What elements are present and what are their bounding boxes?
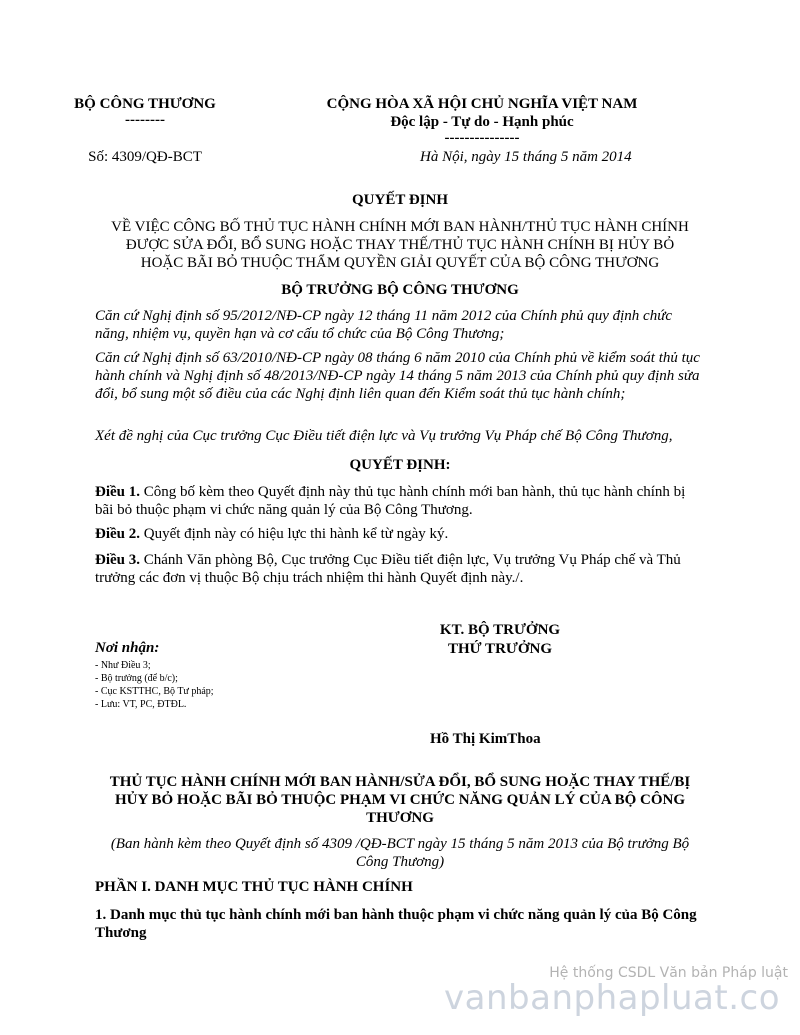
section-heading: 1. Danh mục thủ tục hành chính mới ban hành thuộc phạm vi chức năng quản lý của Bộ Công Thương	[95, 907, 697, 941]
appendix-title-line: THƯƠNG	[366, 810, 434, 826]
article-text: Quyết định này có hiệu lực thi hành kể từ ngày ký.	[140, 526, 449, 542]
subject-line: ĐƯỢC SỬA ĐỔI, BỔ SUNG HOẶC THAY THẾ/THỦ TỤC HÀNH CHÍNH BỊ HỦY BỎ	[125, 237, 675, 253]
recipients-heading: Nơi nhận:	[95, 640, 160, 656]
issuing-agency: BỘ CÔNG THƯƠNG	[74, 96, 216, 112]
issuing-authority: BỘ TRƯỞNG BỘ CÔNG THƯƠNG	[281, 282, 519, 298]
appendix-title	[70, 773, 730, 827]
signature-block	[395, 621, 605, 659]
article-label: Điều 3.	[95, 552, 140, 568]
part-heading: PHẦN I. DANH MỤC THỦ TỤC HÀNH CHÍNH	[95, 879, 413, 895]
signer-position-1: KT. BỘ TRƯỞNG	[439, 622, 561, 638]
watermark-site[interactable]: vanbanphapluat.co	[444, 978, 780, 1018]
appendix-note	[70, 835, 730, 871]
motto-underline: ---------------	[444, 130, 520, 146]
watermark-caption: Hệ thống CSDL Văn bản Pháp luật	[549, 965, 788, 981]
article-label: Điều 2.	[95, 526, 140, 542]
article-text: Công bố kèm theo Quyết định này thủ tục hành chính mới ban hành, thủ tục hành chính bị bãi bỏ thuộc phạm vi chức năng quản lý của Bộ Công Thương.	[95, 484, 686, 518]
appendix-title-line: HỦY BỎ HOẶC BÃI BỎ THUỘC PHẠM VI CHỨC NĂNG QUẢN LÝ CỦA BỘ CÔNG	[114, 792, 686, 808]
appendix-title-line: THỦ TỤC HÀNH CHÍNH MỚI BAN HÀNH/SỬA ĐỔI, BỔ SUNG HOẶC THAY THẾ/BỊ	[109, 774, 691, 790]
recipient-item: - Như Điều 3;	[95, 660, 151, 671]
article-text: Chánh Văn phòng Bộ, Cục trưởng Cục Điều tiết điện lực, Vụ trưởng Vụ Pháp chế và Thủ trưởng các đơn vị thuộc Bộ chịu trách nhiệm thi hành Quyết định này./.	[95, 552, 681, 586]
agency-underline: --------	[125, 112, 165, 128]
article-1	[95, 483, 707, 519]
legal-basis-2: Căn cứ Nghị định số 63/2010/NĐ-CP ngày 08 tháng 6 năm 2010 của Chính phủ về kiểm soát thủ tục hành chính và Nghị định số 48/2013/NĐ-CP ngày 14 tháng 5 năm 2013 của Chính phủ quy định sửa đổi, bổ sung một số điều của các Nghị định liên quan đến Kiểm soát thủ tục hành chính;	[95, 350, 700, 402]
signer-name: Hồ Thị KimThoa	[430, 731, 541, 747]
recipient-item: - Bộ trưởng (để b/c);	[95, 673, 178, 684]
decision-title: QUYẾT ĐỊNH	[352, 192, 448, 208]
place-and-date: Hà Nội, ngày 15 tháng 5 năm 2014	[420, 149, 632, 165]
recipient-item: - Lưu: VT, PC, ĐTĐL.	[95, 699, 187, 710]
signer-position-2: THỨ TRƯỞNG	[447, 641, 553, 657]
appendix-note-line: (Ban hành kèm theo Quyết định số 4309 /QĐ-BCT ngày 15 tháng 5 năm 2013 của Bộ trưởng Bộ	[110, 836, 690, 852]
national-motto: Độc lập - Tự do - Hạnh phúc	[390, 114, 574, 130]
legal-basis-3: Xét đề nghị của Cục trưởng Cục Điều tiết điện lực và Vụ trưởng Vụ Pháp chế Bộ Công Thương,	[95, 428, 673, 444]
article-3	[95, 551, 707, 587]
appendix-note-line: Công Thương)	[355, 854, 445, 870]
subject-line: VỀ VIỆC CÔNG BỐ THỦ TỤC HÀNH CHÍNH MỚI BAN HÀNH/THỦ TỤC HÀNH CHÍNH	[111, 219, 689, 235]
recipient-item: - Cục KSTTHC, Bộ Tư pháp;	[95, 686, 214, 697]
decision-subject	[80, 218, 720, 272]
article-2	[95, 525, 707, 543]
national-title: CỘNG HÒA XÃ HỘI CHỦ NGHĨA VIỆT NAM	[326, 96, 638, 112]
document-number: Số: 4309/QĐ-BCT	[88, 149, 202, 165]
decides-heading: QUYẾT ĐỊNH:	[349, 457, 451, 473]
legal-basis-1: Căn cứ Nghị định số 95/2012/NĐ-CP ngày 12 tháng 11 năm 2012 của Chính phủ quy định chức năng, nhiệm vụ, quyền hạn và cơ cấu tổ chức của Bộ Công Thương;	[95, 308, 673, 342]
subject-line: HOẶC BÃI BỎ THUỘC THẨM QUYỀN GIẢI QUYẾT CỦA BỘ CÔNG THƯƠNG	[140, 255, 660, 271]
article-label: Điều 1.	[95, 484, 140, 500]
recipients-list	[95, 659, 214, 711]
